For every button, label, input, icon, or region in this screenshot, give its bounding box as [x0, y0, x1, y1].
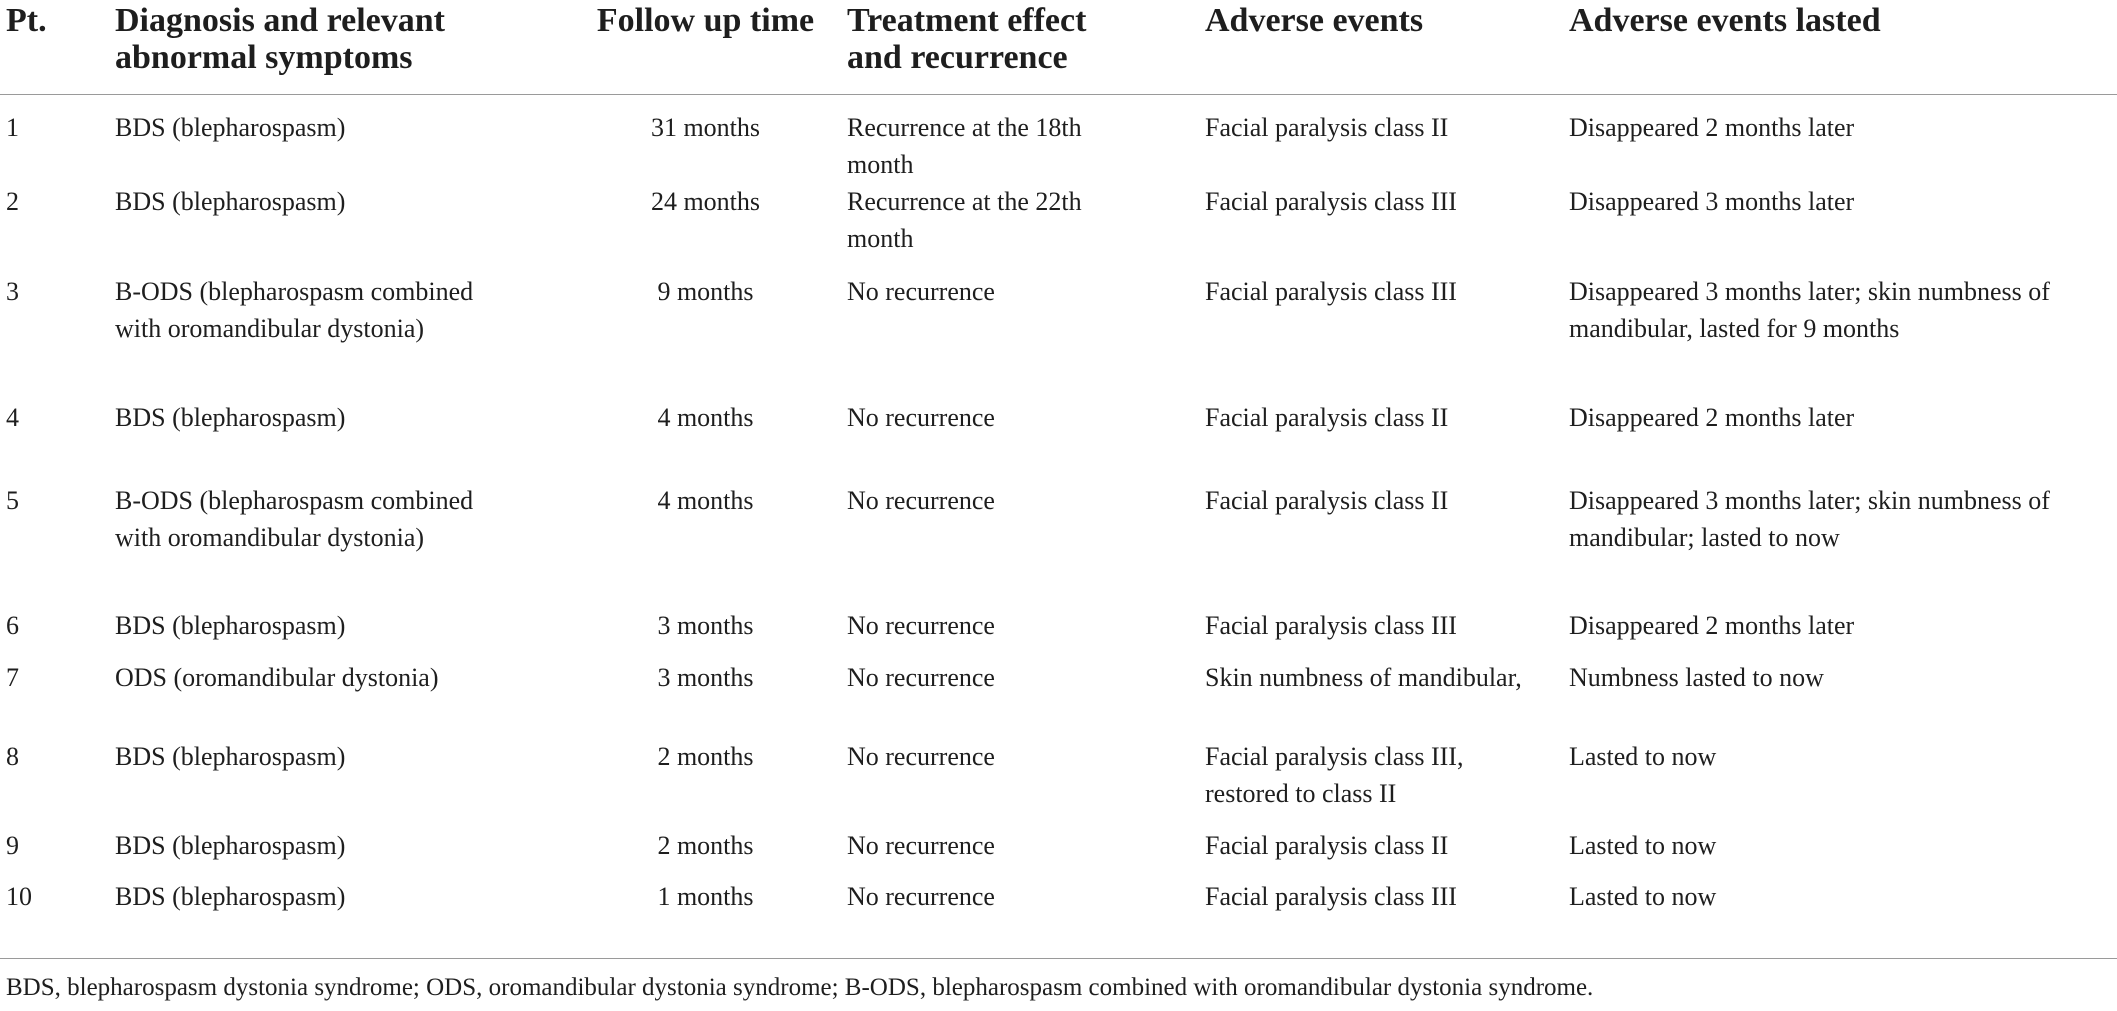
cell-follow-up: 31 months	[650, 113, 761, 142]
cell-follow-up: 4 months	[657, 486, 754, 515]
cell-pt: 10	[6, 882, 32, 911]
cell-treatment-effect: No recurrence	[847, 831, 995, 860]
cell-adverse-events-lasted: Lasted to now	[1569, 831, 1717, 860]
footnote-divider	[0, 958, 2117, 959]
cell-adverse-events-lasted: Numbness lasted to now	[1569, 663, 1824, 692]
cell-pt: 6	[6, 611, 19, 640]
cell-adverse-events: Facial paralysis class III, restored to class II	[1205, 742, 1464, 808]
cell-adverse-events-lasted: Disappeared 2 months later	[1569, 113, 1855, 142]
cell-diagnosis: BDS (blepharospasm)	[115, 882, 346, 911]
cell-follow-up: 2 months	[657, 742, 754, 771]
cell-pt: 5	[6, 486, 19, 515]
cell-adverse-events: Skin numbness of mandibular,	[1205, 663, 1522, 692]
header-follow-up: Follow up time	[596, 2, 815, 39]
cell-adverse-events: Facial paralysis class II	[1205, 486, 1449, 515]
cell-adverse-events: Facial paralysis class II	[1205, 113, 1449, 142]
cell-adverse-events: Facial paralysis class II	[1205, 831, 1449, 860]
cell-adverse-events: Facial paralysis class II	[1205, 403, 1449, 432]
cell-follow-up: 2 months	[657, 831, 754, 860]
cell-pt: 8	[6, 742, 19, 771]
cell-diagnosis: BDS (blepharospasm)	[115, 742, 346, 771]
cell-follow-up: 1 months	[657, 882, 754, 911]
cell-pt: 9	[6, 831, 19, 860]
cell-treatment-effect: No recurrence	[847, 277, 995, 306]
cell-treatment-effect: No recurrence	[847, 486, 995, 515]
table-row	[0, 273, 2117, 399]
cell-diagnosis: B-ODS (blepharospasm combined with oromandibular dystonia)	[115, 486, 474, 552]
header-adverse-events: Adverse events	[1205, 2, 1424, 39]
cell-adverse-events-lasted: Disappeared 3 months later	[1569, 187, 1855, 216]
header-treatment-effect: Treatment effect and recurrence	[847, 2, 1087, 76]
cell-adverse-events-lasted: Lasted to now	[1569, 742, 1717, 771]
cell-adverse-events-lasted: Disappeared 2 months later	[1569, 611, 1855, 640]
cell-pt: 7	[6, 663, 19, 692]
table-row	[0, 183, 2117, 273]
cell-follow-up: 9 months	[657, 277, 754, 306]
cell-adverse-events: Facial paralysis class III	[1205, 611, 1457, 640]
cell-adverse-events-lasted: Disappeared 2 months later	[1569, 403, 1855, 432]
header-adverse-events-lasted: Adverse events lasted	[1569, 2, 1881, 39]
cell-follow-up: 4 months	[657, 403, 754, 432]
cell-pt: 4	[6, 403, 19, 432]
table-footnote: BDS, blepharospasm dystonia syndrome; ODS, oromandibular dystonia syndrome; B-ODS, blepharospasm combined with oromandibular dystonia syndrome.	[6, 974, 1594, 1001]
cell-adverse-events: Facial paralysis class III	[1205, 187, 1457, 216]
table-row	[0, 95, 2117, 184]
table-row	[0, 878, 2117, 926]
cell-adverse-events-lasted: Disappeared 3 months later; skin numbness of mandibular; lasted to now	[1569, 486, 2050, 552]
table-body	[0, 95, 2117, 927]
cell-diagnosis: BDS (blepharospasm)	[115, 611, 346, 640]
cell-follow-up: 24 months	[650, 187, 761, 216]
table-row	[0, 659, 2117, 738]
cell-pt: 1	[6, 113, 19, 142]
cell-treatment-effect: No recurrence	[847, 742, 995, 771]
cell-adverse-events: Facial paralysis class III	[1205, 277, 1457, 306]
header-diagnosis: Diagnosis and relevant abnormal symptoms	[115, 2, 445, 76]
cell-diagnosis: ODS (oromandibular dystonia)	[115, 663, 439, 692]
cell-follow-up: 3 months	[657, 663, 754, 692]
cell-adverse-events-lasted: Lasted to now	[1569, 882, 1717, 911]
cell-adverse-events: Facial paralysis class III	[1205, 882, 1457, 911]
cell-follow-up: 3 months	[657, 611, 754, 640]
cell-pt: 2	[6, 187, 19, 216]
table-row	[0, 827, 2117, 878]
header-pt: Pt.	[6, 2, 47, 39]
cell-treatment-effect: No recurrence	[847, 611, 995, 640]
cell-treatment-effect: Recurrence at the 18th month	[847, 113, 1082, 179]
table-row	[0, 738, 2117, 827]
cell-treatment-effect: Recurrence at the 22th month	[847, 187, 1082, 253]
cell-diagnosis: BDS (blepharospasm)	[115, 831, 346, 860]
cell-adverse-events-lasted: Disappeared 3 months later; skin numbness of mandibular, lasted for 9 months	[1569, 277, 2050, 343]
cell-pt: 3	[6, 277, 19, 306]
cell-diagnosis: B-ODS (blepharospasm combined with oromandibular dystonia)	[115, 277, 474, 343]
table-row	[0, 482, 2117, 607]
table-row	[0, 607, 2117, 659]
cell-diagnosis: BDS (blepharospasm)	[115, 113, 346, 142]
cell-treatment-effect: No recurrence	[847, 882, 995, 911]
cell-diagnosis: BDS (blepharospasm)	[115, 403, 346, 432]
cell-treatment-effect: No recurrence	[847, 663, 995, 692]
table-header-row	[0, 0, 2117, 95]
cell-diagnosis: BDS (blepharospasm)	[115, 187, 346, 216]
table-row	[0, 399, 2117, 482]
cell-treatment-effect: No recurrence	[847, 403, 995, 432]
